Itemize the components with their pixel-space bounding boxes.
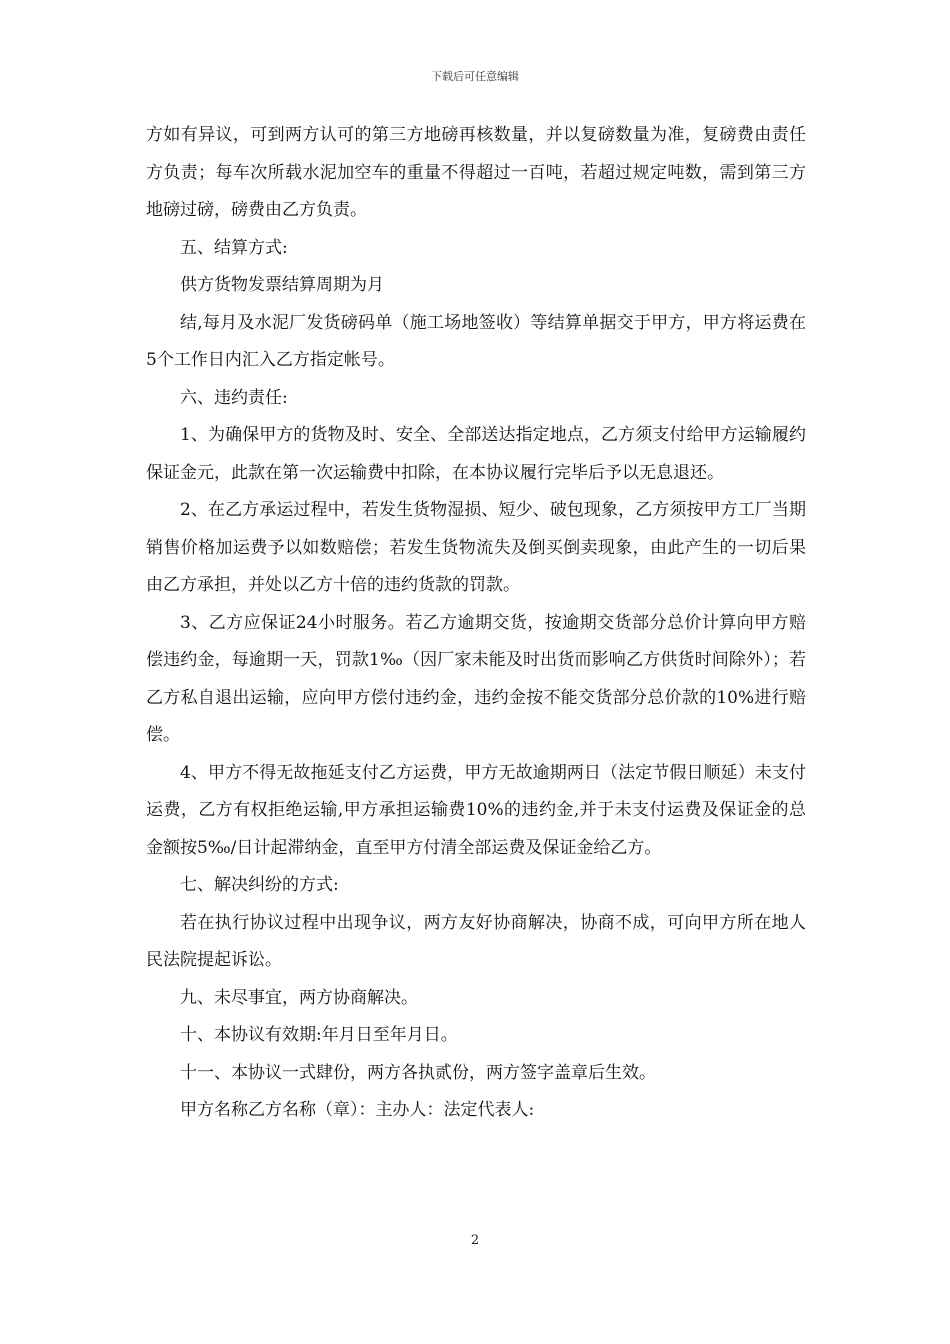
clause-item: 4、甲方不得无故拖延支付乙方运费，甲方无故逾期两日（法定节假日顺延）未支付运费，乙方有权拒绝运输,甲方承担运输费10%的违约金,并于未支付运费及保证金的总金额按5‰/日计起滞纳金，直至甲方付清全部运费及保证金给乙方。	[146, 762, 806, 858]
clause-item: 1、为确保甲方的货物及时、安全、全部送达指定地点，乙方须支付给甲方运输履约保证金元，此款在第一次运输费中扣除，在本协议履行完毕后予以无息退还。	[146, 425, 806, 483]
paragraph: 若在执行协议过程中出现争议，两方友好协商解决，协商不成，可向甲方所在地人民法院提起诉讼。	[146, 912, 806, 970]
page-header: 下载后可任意编辑	[431, 70, 519, 83]
section-heading-liability: 六、违约责任:	[180, 387, 288, 408]
paragraph: 结,每月及水泥厂发货磅码单（施工场地签收）等结算单据交于甲方，甲方将运费在5个工作日内汇入乙方指定帐号。	[146, 312, 806, 370]
clause-item: 九、未尽事宜，两方协商解决。	[180, 987, 418, 1008]
section-heading-settlement: 五、结算方式:	[180, 237, 288, 258]
clause-item: 十、本协议有效期:年月日至年月日。	[180, 1025, 458, 1045]
paragraph: 供方货物发票结算周期为月	[180, 275, 384, 295]
paragraph: 方如有异议，可到两方认可的第三方地磅再核数量，并以复磅数量为准，复磅费由责任方负责；每车次所载水泥加空车的重量不得超过一百吨，若超过规定吨数，需到第三方地磅过磅，磅费由乙方负责。	[146, 125, 806, 220]
clause-item: 十一、本协议一式肆份，两方各执贰份，两方签字盖章后生效。	[180, 1062, 656, 1083]
document-body	[146, 117, 806, 1130]
page-number: 2	[470, 1233, 480, 1248]
clause-item: 2、在乙方承运过程中，若发生货物湿损、短少、破包现象，乙方须按甲方工厂当期销售价格加运费予以如数赔偿；若发生货物流失及倒买倒卖现象，由此产生的一切后果由乙方承担，并处以乙方十倍的违约货款的罚款。	[146, 500, 806, 595]
section-heading-disputes: 七、解决纠纷的方式:	[180, 875, 339, 895]
signature-line: 甲方名称乙方名称（章）：主办人：法定代表人:	[180, 1100, 535, 1120]
clause-item: 3、乙方应保证24小时服务。若乙方逾期交货，按逾期交货部分总价计算向甲方赔偿违约金，每逾期一天，罚款1‰（因厂家未能及时出货而影响乙方供货时间除外）；若乙方私自退出运输，应向甲方偿付违约金，违约金按不能交货部分总价款的10%进行赔偿。	[146, 612, 806, 745]
